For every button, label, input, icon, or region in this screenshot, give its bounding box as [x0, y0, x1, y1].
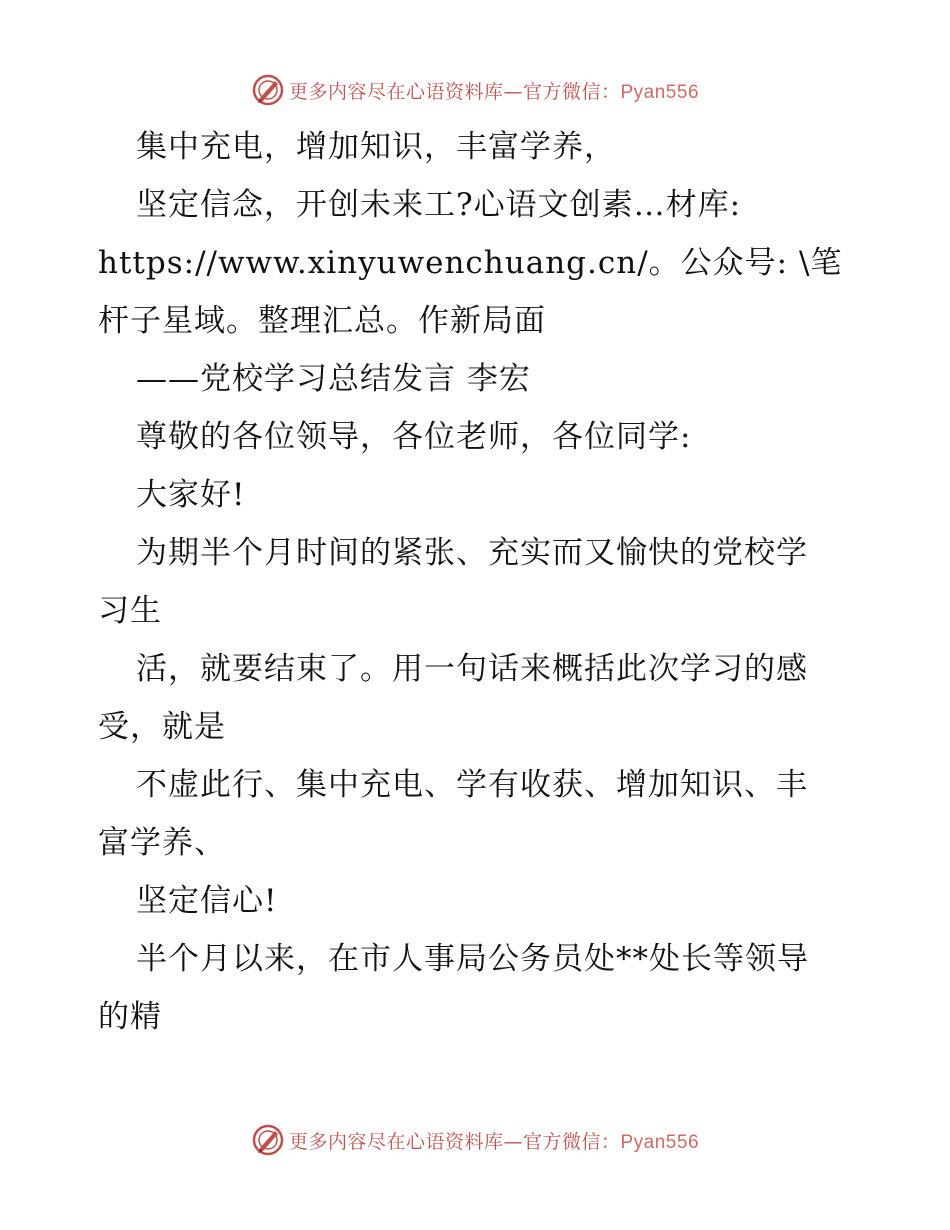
footer-banner [0, 1120, 950, 1160]
text-line: 尊敬的各位领导，各位老师，各位同学: [136, 419, 692, 455]
text-line: 坚定信心! [136, 883, 278, 919]
banner-wechat-id: Pyan556 [620, 1131, 700, 1153]
text-line: 半个月以来，在市人事局公务员处**处长等领导 [136, 941, 809, 977]
text-line: 坚定信念，开创未来工?心语文创素…材库: [136, 187, 742, 223]
text-line: 不虚此行、集中充电、学有收获、增加知识、丰 [136, 767, 808, 803]
pen-logo-icon [251, 1123, 285, 1157]
pen-logo-icon [251, 73, 285, 107]
text-line: 为期半个月时间的紧张、充实而又愉快的党校学 [136, 535, 808, 571]
text-line: 受，就是 [98, 709, 226, 745]
text-line: 活，就要结束了。用一句话来概括此次学习的感 [136, 651, 808, 687]
banner-wechat-id: Pyan556 [620, 81, 700, 103]
text-line: 集中充电，增加知识，丰富学养， [136, 129, 616, 165]
document-body [98, 118, 858, 1046]
header-banner [0, 70, 950, 110]
text-line: https://www.xinyuwenchuang.cn/。公众号: \笔 [98, 245, 843, 281]
text-line: ——党校学习总结发言 李宏 [136, 361, 531, 397]
text-line: 的精 [98, 999, 162, 1035]
banner-label: 更多内容尽在心语资料库—官方微信：Pyan556 [288, 80, 700, 103]
banner-label: 更多内容尽在心语资料库—官方微信：Pyan556 [288, 1130, 700, 1153]
text-line: 大家好! [136, 477, 246, 513]
text-line: 富学养、 [98, 825, 226, 861]
text-line: 习生 [98, 593, 162, 629]
text-line: 杆子星域。整理汇总。作新局面 [98, 303, 546, 339]
